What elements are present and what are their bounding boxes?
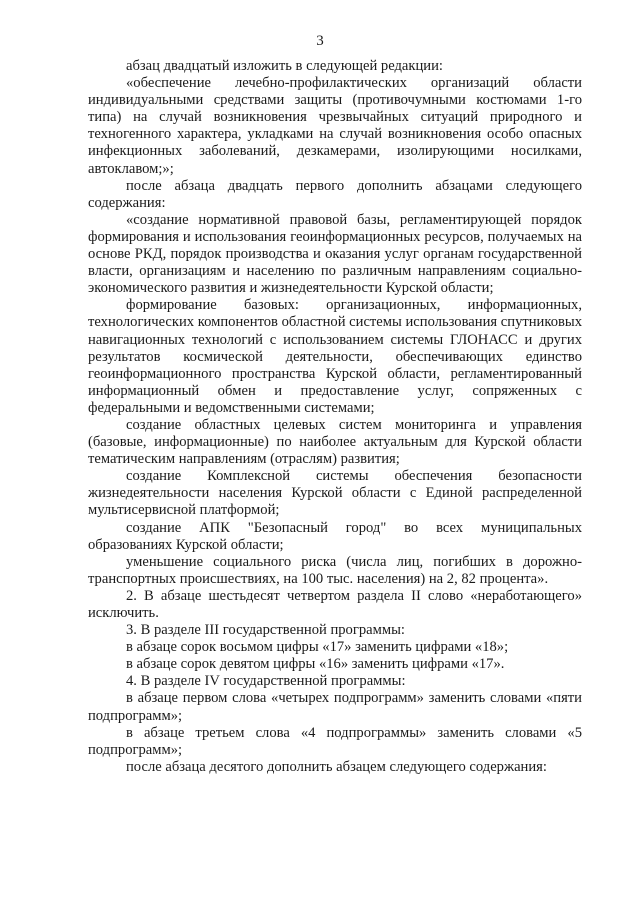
paragraph: создание АПК "Безопасный город" во всех муниципальных образованиях Курской области; bbox=[88, 519, 582, 553]
paragraph: в абзаце сорок девятом цифры «16» заменить цифрами «17». bbox=[126, 656, 505, 673]
paragraph: после абзаца двадцать первого дополнить абзацами следующего содержания: bbox=[88, 177, 582, 211]
paragraph: в абзаце третьем слова «4 подпрограммы» заменить словами «5 подпрограмм»; bbox=[88, 724, 582, 758]
paragraph: после абзаца десятого дополнить абзацем следующего содержания: bbox=[126, 758, 547, 775]
paragraph: создание Комплексной системы обеспечения безопасности жизнедеятельности населения Курской области с Единой распределенной мультисервисной платформой; bbox=[88, 468, 582, 519]
paragraph: создание областных целевых систем мониторинга и управления (базовые, информационные) по наиболее актуальным для Курской области тематическим направлениям (отраслям) развития; bbox=[88, 416, 582, 468]
paragraph: 3. В разделе III государственной программы: bbox=[126, 622, 405, 639]
paragraph: «обеспечение лечебно-профилактических организаций области индивидуальными средствами защиты (противочумными костюмами 1-го типа) на случай возникновения чрезвычайных ситуаций природного и техногенного характера, укладками на случай возникновения особо опасных инфекционных заболеваний, дезкамерами, изолирующими носилками, автоклавом;»; bbox=[88, 75, 582, 177]
page-number: 3 bbox=[316, 33, 324, 49]
paragraph: в абзаце первом слова «четырех подпрограмм» заменить словами «пяти подпрограмм»; bbox=[88, 690, 582, 724]
paragraph: уменьшение социального риска (числа лиц, погибших в дорожно-транспортных происшествиях, на 100 тыс. населения) на 2, 82 процента». bbox=[88, 553, 582, 587]
document-body bbox=[88, 58, 582, 776]
paragraph: 2. В абзаце шестьдесят четвертом раздела II слово «неработающего» исключить. bbox=[88, 587, 582, 621]
paragraph: в абзаце сорок восьмом цифры «17» заменить цифрами «18»; bbox=[126, 639, 509, 656]
paragraph: 4. В разделе IV государственной программы: bbox=[126, 673, 406, 690]
paragraph: «создание нормативной правовой базы, регламентирующей порядок формирования и использования геоинформационных ресурсов, получаемых на основе РКД, порядок производства и оказания услуг органам государственной власти, организациям и населению по различным направлениям социально-экономического развития и жизнедеятельности Курской области; bbox=[88, 211, 582, 297]
paragraph: абзац двадцатый изложить в следующей редакции: bbox=[126, 58, 443, 74]
paragraph: формирование базовых: организационных, информационных, технологических компонентов областной системы использования спутниковых навигационных технологий с использованием системы ГЛОНАСС и других результатов космической деятельности, обеспечивающих единство геоинформационного пространства Курской области, регламентированный информационный обмен и предоставление услуг, сопряженных с федеральными и ведомственными системами; bbox=[88, 297, 582, 416]
